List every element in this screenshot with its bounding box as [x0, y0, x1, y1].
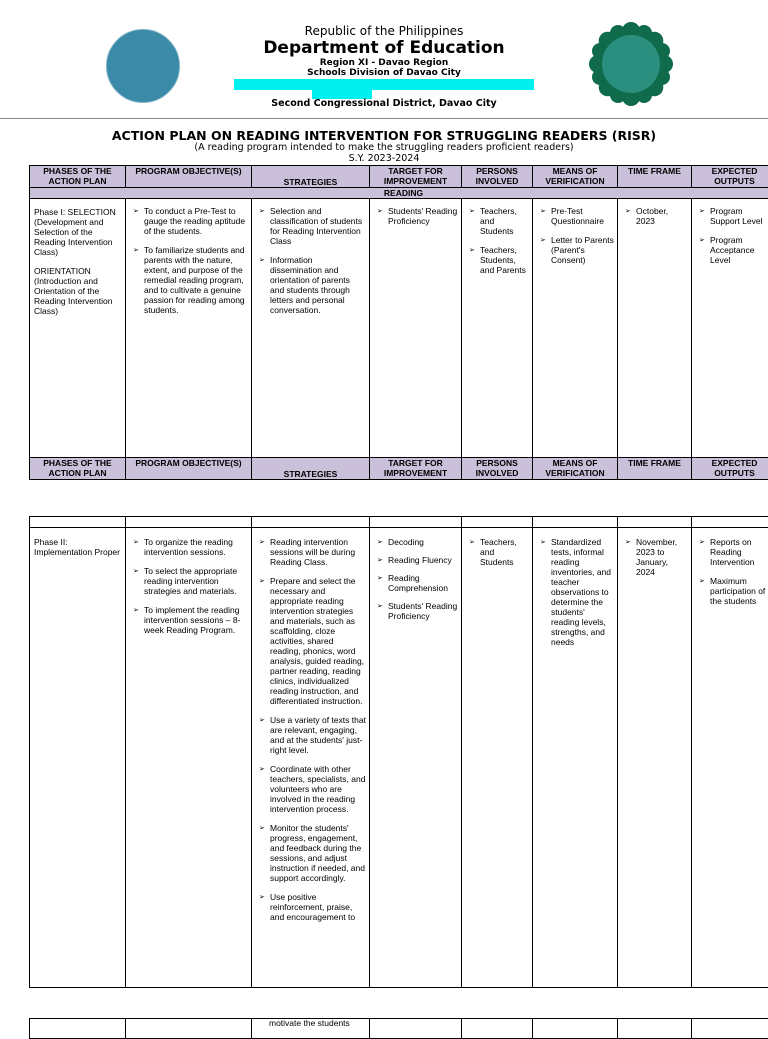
col-header-target: TARGET FOR IMPROVEMENT [370, 458, 462, 480]
phase-cell [30, 528, 126, 988]
list-item: ➢ November, 2023 to January, 2024 [621, 537, 688, 577]
list-item: ➢ To select the appropriate reading intervention strategies and materials. [129, 566, 248, 596]
list-item: ➢ Monitor the students' progress, engagement, and feedback during the sessions, and adjust instruction if needed, and support accordingly. [255, 823, 366, 883]
highlight-bar [234, 79, 534, 90]
section-label: READING [30, 188, 768, 199]
col-header-time-frame: TIME FRAME [618, 458, 692, 480]
list-item: ➢ Reports on Reading Intervention [695, 537, 768, 567]
col-header-phases: PHASES OF THE ACTION PLAN [30, 166, 126, 188]
list-item: ➢ Maximum participation of the students [695, 576, 768, 606]
phase-text: Phase II: Implementation Proper [34, 537, 122, 557]
header-row [30, 166, 768, 188]
col-header-phases: PHASES OF THE ACTION PLAN [30, 458, 126, 480]
list-item: ➢ To organize the reading intervention sessions. [129, 537, 248, 557]
action-plan-table-2 [29, 516, 768, 988]
target-cell [370, 199, 462, 458]
time-frame-cell [618, 528, 692, 988]
list-item: ➢ Letter to Parents (Parent's Consent) [536, 235, 614, 265]
list-item: ➢ Students' Reading Proficiency [373, 601, 458, 621]
list-item: ➢ Pre-Test Questionnaire [536, 206, 614, 226]
phase-text: ORIENTATION (Introduction and Orientation of the Reading Intervention Class) [34, 266, 122, 316]
list-item: ➢ Program Acceptance Level [695, 235, 768, 265]
deped-seal-icon [106, 29, 180, 103]
col-header-persons: PERSONS INVOLVED [462, 458, 533, 480]
blank-row [30, 517, 768, 528]
region-label: Region XI - Davao Region [230, 58, 538, 68]
list-item: ➢ Students' Reading Proficiency [373, 206, 458, 226]
objectives-cell [126, 199, 252, 458]
action-plan-table-1 [29, 165, 768, 480]
division-seal-icon [589, 22, 673, 106]
list-item: ➢ Standardized tests, informal reading inventories, and teacher observations to determine the students' reading levels, strengths, and needs [536, 537, 614, 647]
list-item: ➢ To implement the reading intervention sessions – 8-week Reading Program. [129, 605, 248, 635]
republic-label: Republic of the Philippines [230, 24, 538, 38]
continuation-cell [252, 1019, 370, 1039]
list-item: ➢ Teachers, Students, and Parents [465, 245, 529, 275]
col-header-verification: MEANS OF VERIFICATION [533, 166, 618, 188]
table-row [30, 528, 768, 988]
division-label: Schools Division of Davao City [230, 68, 538, 78]
list-item: ➢ Use positive reinforcement, praise, and encouragement to [255, 892, 366, 922]
section-row [30, 188, 768, 199]
header-row [30, 458, 768, 480]
col-header-time-frame: TIME FRAME [618, 166, 692, 188]
action-plan-table-3 [29, 1018, 768, 1039]
list-item: ➢ Program Support Level [695, 206, 768, 226]
continuation-text: motivate the students [252, 1019, 369, 1029]
outputs-cell [692, 199, 768, 458]
persons-cell [462, 199, 533, 458]
outputs-cell [692, 528, 768, 988]
phase-text: Phase I: SELECTION (Development and Selection of the Reading Intervention Class) [34, 207, 122, 257]
time-frame-cell [618, 199, 692, 458]
document-title: ACTION PLAN ON READING INTERVENTION FOR STRUGGLING READERS (RISR) [0, 128, 768, 143]
col-header-strategies: STRATEGIES [252, 458, 370, 480]
list-item: ➢ Reading Fluency [373, 555, 458, 565]
district-label: Second Congressional District, Davao City [230, 98, 538, 109]
col-header-outputs: EXPECTED OUTPUTS [692, 166, 768, 188]
persons-cell [462, 528, 533, 988]
list-item: ➢ Reading intervention sessions will be during Reading Class. [255, 537, 366, 567]
list-item: ➢ Prepare and select the necessary and appropriate reading intervention strategies and materials, such as scaffolding, cloze activities, shared reading, phonics, word analysis, guided reading, partner reading, reading clinics, individualized reading instruction, and differentiated instruction. [255, 576, 366, 706]
col-header-target: TARGET FOR IMPROVEMENT [370, 166, 462, 188]
target-cell [370, 528, 462, 988]
list-item: ➢ Coordinate with other teachers, specialists, and volunteers who are involved in the reading intervention process. [255, 764, 366, 814]
list-item: ➢ Information dissemination and orientation of parents and students through letters and personal conversation. [255, 255, 366, 315]
verification-cell [533, 199, 618, 458]
col-header-outputs: EXPECTED OUTPUTS [692, 458, 768, 480]
objectives-cell [126, 528, 252, 988]
document-subtitle: (A reading program intended to make the struggling readers proficient readers) [0, 142, 768, 153]
letterhead [230, 24, 538, 78]
list-item: ➢ To conduct a Pre-Test to gauge the reading aptitude of the students. [129, 206, 248, 236]
list-item: ➢ Use a variety of texts that are relevant, engaging, and at the students' just-right level. [255, 715, 366, 755]
col-header-persons: PERSONS INVOLVED [462, 166, 533, 188]
list-item: ➢ Selection and classification of students for Reading Intervention Class [255, 206, 366, 246]
strategies-cell [252, 528, 370, 988]
table-row [30, 1019, 768, 1039]
school-year: S.Y. 2023-2024 [0, 153, 768, 164]
header-divider [0, 118, 768, 119]
verification-cell [533, 528, 618, 988]
phase-cell [30, 199, 126, 458]
list-item: ➢ Decoding [373, 537, 458, 547]
strategies-cell [252, 199, 370, 458]
list-item: ➢ October, 2023 [621, 206, 688, 226]
list-item: ➢ Teachers, and Students [465, 537, 529, 567]
col-header-objectives: PROGRAM OBJECTIVE(S) [126, 166, 252, 188]
table-row [30, 199, 768, 458]
list-item: ➢ Reading Comprehension [373, 573, 458, 593]
department-label: Department of Education [230, 38, 538, 58]
col-header-verification: MEANS OF VERIFICATION [533, 458, 618, 480]
col-header-objectives: PROGRAM OBJECTIVE(S) [126, 458, 252, 480]
list-item: ➢ Teachers, and Students [465, 206, 529, 236]
list-item: ➢ To familiarize students and parents with the nature, extent, and purpose of the remedial reading program, and to cultivate a genuine passion for reading among students. [129, 245, 248, 315]
col-header-strategies: STRATEGIES [252, 166, 370, 188]
